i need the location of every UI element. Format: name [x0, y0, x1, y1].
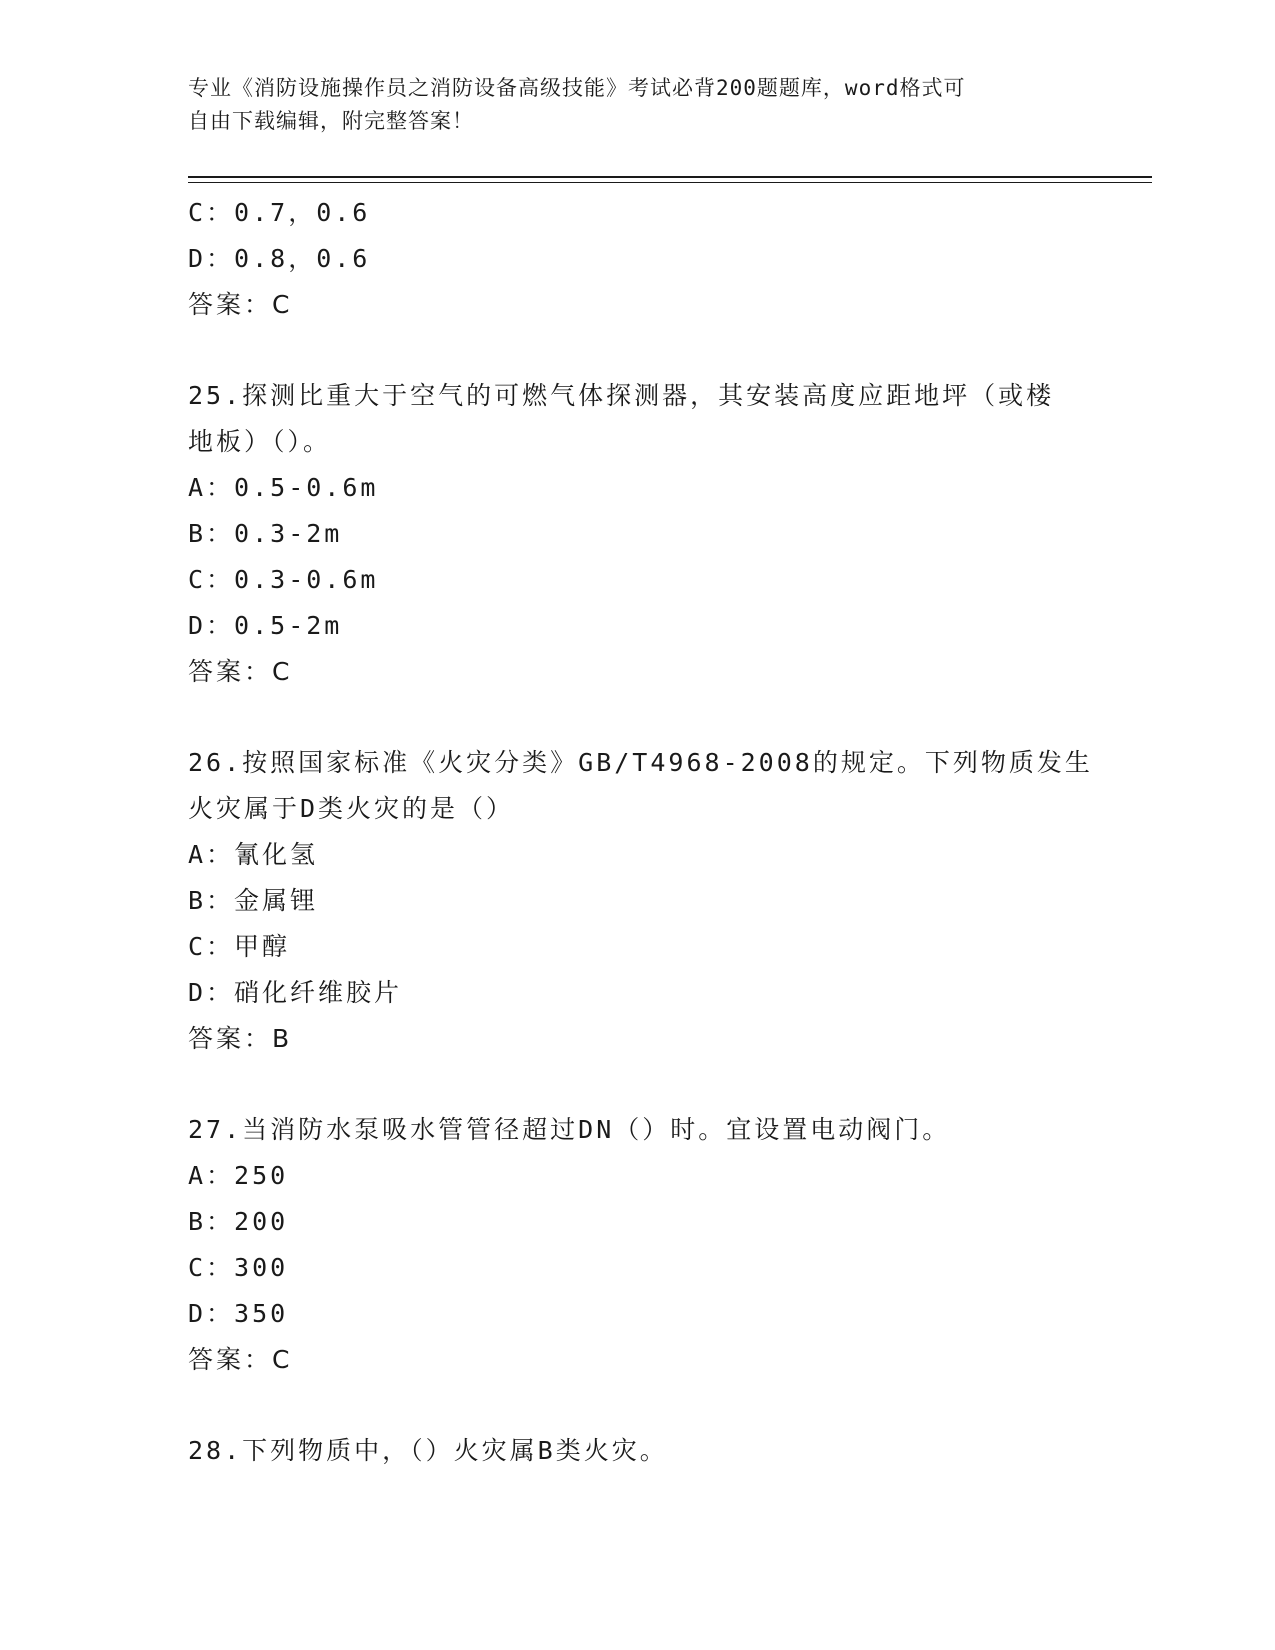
option-b: B：200	[188, 1207, 289, 1236]
option-a: A：氰化氢	[188, 840, 319, 869]
spacer	[188, 1383, 1088, 1428]
option-b: B：0.3-2m	[188, 519, 343, 548]
spacer	[188, 1062, 1088, 1107]
question-stem-line-1: 25.探测比重大于空气的可燃气体探测器，其安装高度应距地坪（或楼	[188, 381, 1055, 410]
option-c: C：0.3-0.6m	[188, 565, 379, 594]
question-25	[188, 373, 1088, 695]
document-header	[188, 72, 1068, 138]
spacer	[188, 695, 1088, 740]
option-d: D：350	[188, 1299, 289, 1328]
question-list	[188, 190, 1093, 1474]
option-d: D：硝化纤维胶片	[188, 978, 403, 1007]
option-c: C：甲醇	[188, 932, 291, 961]
header-divider-thick	[188, 176, 1152, 178]
question-24	[188, 190, 1088, 328]
answer: 答案：B	[188, 1024, 293, 1053]
option-c: C：300	[188, 1253, 289, 1282]
option-a: A：0.5-0.6m	[188, 473, 379, 502]
question-stem-line-2: 地板）（）。	[188, 427, 332, 456]
header-line-1: 专业《消防设施操作员之消防设备高级技能》考试必背200题题库，word格式可	[188, 76, 966, 100]
question-stem-line-1: 27.当消防水泵吸水管管径超过DN（）时。宜设置电动阀门。	[188, 1115, 951, 1144]
option-a: A：250	[188, 1161, 289, 1190]
spacer	[188, 328, 1088, 373]
option-d: D：0.5-2m	[188, 611, 343, 640]
question-stem-line-1: 28.下列物质中，（）火灾属B类火灾。	[188, 1436, 668, 1465]
header-divider-thin	[188, 182, 1152, 183]
header-line-2: 自由下载编辑，附完整答案！	[188, 109, 474, 133]
answer: 答案：C	[188, 290, 293, 319]
option-d: D：0.8，0.6	[188, 244, 371, 273]
question-stem-line-1: 26.按照国家标准《火灾分类》GB/T4968-2008的规定。下列物质发生	[188, 748, 1093, 777]
answer: 答案：C	[188, 657, 293, 686]
question-26	[188, 740, 1093, 1062]
question-28	[188, 1428, 1088, 1474]
question-stem-line-2: 火灾属于D类火灾的是（）	[188, 794, 515, 823]
question-27	[188, 1107, 1088, 1383]
answer: 答案：C	[188, 1345, 293, 1374]
option-b: B：金属锂	[188, 886, 319, 915]
option-c: C：0.7，0.6	[188, 198, 371, 227]
